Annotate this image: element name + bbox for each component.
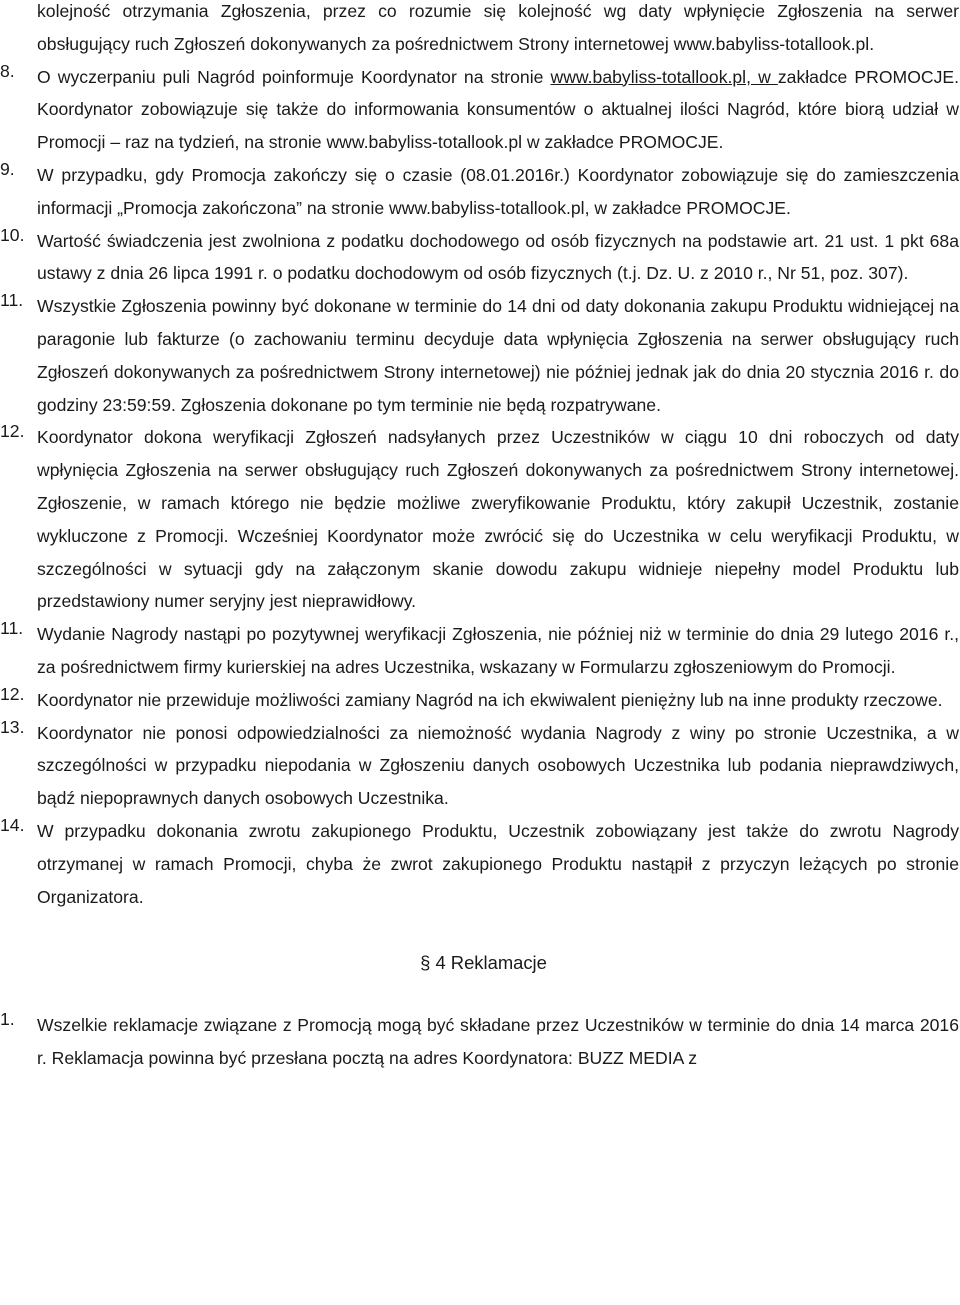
- item-number: 12.: [0, 421, 25, 442]
- list-item: [0, 814, 959, 913]
- item-text-part: O wyczerpaniu puli Nagród poinformuje Koordynator na stronie: [37, 66, 551, 87]
- intro-paragraph: [8, 0, 959, 61]
- list-item: [0, 421, 959, 618]
- item-text: Wszelkie reklamacje związane z Promocją mogą być składane przez Uczestników w terminie do dnia 14 marca 2016 r. Reklamacja powinna być przesłana pocztą na adres Koordynatora: BUZZ MEDIA z: [37, 1015, 959, 1069]
- item-text: Koordynator dokona weryfikacji Zgłoszeń nadsyłanych przez Uczestników w ciągu 10 dni roboczych od daty wpłynięcia Zgłoszenia na serwer obsługujący ruch Zgłoszeń dokonywanych za pośrednictwem Strony internetowej. Zgłoszenie, w ramach którego nie będzie możliwe zweryfikowanie Produktu, który zakupił Uczestnik, zostanie wykluczone z Promocji. Wcześniej Koordynator może zwrócić się do Uczestnika w celu weryfikacji Produktu, w szczególności w sytuacji gdy na załączonym skanie dowodu zakupu widnieje niepełny model Produktu lub przedstawiony numer seryjny jest nieprawidłowy.: [37, 427, 959, 612]
- section-heading: § 4 Reklamacje: [420, 952, 547, 974]
- list-item: [0, 60, 960, 159]
- item-number: 14.: [0, 814, 25, 835]
- list-item: [0, 224, 959, 291]
- item-number: 1.: [0, 1009, 15, 1030]
- list-item: [0, 290, 959, 421]
- item-text-part: zakładce PROMOCJE. Koordynator zobowiązuje się także do informowania konsumentów o aktualnej ilości Nagród, które biorą udział w Promocji – raz na tydzień, na stronie www.babyliss-totallook.pl w zakładce PROMOCJE.: [37, 66, 960, 153]
- item-number: 11.: [0, 618, 24, 639]
- item-text: W przypadku dokonania zwrotu zakupionego Produktu, Uczestnik zobowiązany jest także do zwrotu Nagrody otrzymanej w ramach Promocji, chyba że zwrot zakupionego Produktu nastąpił z przyczyn leżących po stronie Organizatora.: [37, 820, 959, 907]
- list-item: [0, 618, 959, 684]
- list-item: [0, 1009, 959, 1075]
- item-text: Koordynator nie ponosi odpowiedzialności za niemożność wydania Nagrody z winy po stronie Uczestnika, a w szczególności w przypadku niepodania w Zgłoszeniu danych osobowych Uczestnika lub podania nieprawdziwych, bądź niepoprawnych danych osobowych Uczestnika.: [37, 722, 959, 809]
- website-link[interactable]: www.babyliss-totallook.pl, w: [550, 66, 778, 87]
- item-number: 11.: [0, 290, 24, 311]
- intro-text: kolejność otrzymania Zgłoszenia, przez co rozumie się kolejność wg daty wpłynięcie Zgłoszenia na serwer obsługujący ruch Zgłoszeń dokonywanych za pośrednictwem Strony internetowej www.babyliss-totallook.pl.: [37, 1, 959, 54]
- item-text: Wszystkie Zgłoszenia powinny być dokonane w terminie do 14 dni od daty dokonania zakupu Produktu widniejącej na paragonie lub fakturze (o zachowaniu terminu decyduje data wpłynięcia Zgłoszenia na serwer obsługujący ruch Zgłoszeń dokonywanych za pośrednictwem Strony internetowej) nie później jednak jak do dnia 20 stycznia 2016 r. do godziny 23:59:59. Zgłoszenia dokonane po tym terminie nie będą rozpatrywane.: [37, 296, 959, 415]
- list-item: [0, 716, 959, 815]
- item-number: 9.: [0, 158, 15, 179]
- list-item: [0, 158, 959, 225]
- item-text: W przypadku, gdy Promocja zakończy się o czasie (08.01.2016r.) Koordynator zobowiązuje się do zamieszczenia informacji „Promocja zakończona” na stronie www.babyliss-totallook.pl, w zakładce PROMOCJE.: [37, 164, 959, 218]
- item-number: 13.: [0, 716, 25, 737]
- item-number: 10.: [0, 224, 25, 245]
- list-item: [0, 683, 959, 717]
- item-number: 12.: [0, 683, 25, 704]
- item-text: Wydanie Nagrody nastąpi po pozytywnej weryfikacji Zgłoszenia, nie później niż w terminie do dnia 29 lutego 2016 r., za pośrednictwem firmy kurierskiej na adres Uczestnika, wskazany w Formularzu zgłoszeniowym do Promocji.: [37, 624, 959, 677]
- item-number: 8.: [0, 60, 15, 81]
- item-text: Koordynator nie przewiduje możliwości zamiany Nagród na ich ekwiwalent pieniężny lub na inne produkty rzeczowe.: [37, 689, 943, 710]
- item-text: Wartość świadczenia jest zwolniona z podatku dochodowego od osób fizycznych na podstawie art. 21 ust. 1 pkt 68a ustawy z dnia 26 lipca 1991 r. o podatku dochodowym od osób fizycznych (t.j. Dz. U. z 2010 r., Nr 51, poz. 307).: [37, 230, 959, 284]
- item-text: [37, 61, 959, 159]
